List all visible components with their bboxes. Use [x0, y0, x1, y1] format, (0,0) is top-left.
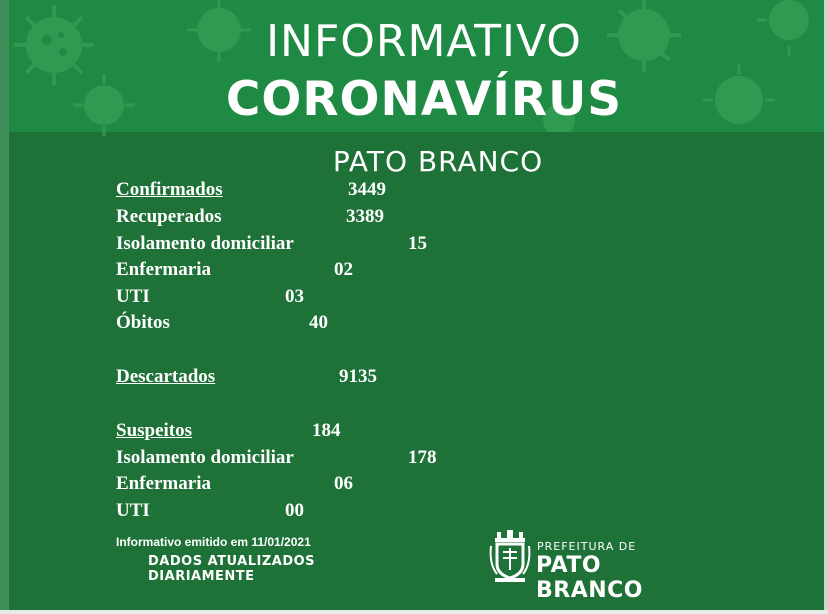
stat-value: 184	[312, 420, 341, 441]
infographic	[9, 0, 824, 610]
stat-value: 00	[285, 500, 304, 521]
stat-label: Enfermaria	[116, 259, 211, 280]
stat-value: 06	[334, 473, 353, 494]
stat-label: Recuperados	[116, 206, 222, 227]
prefeitura-logo	[489, 528, 709, 603]
updated-line-1: DADOS ATUALIZADOS	[148, 554, 316, 569]
updated-line-2: DIARIAMENTE	[148, 569, 255, 584]
stat-label: Óbitos	[116, 312, 170, 333]
left-edge-strip	[0, 0, 9, 614]
stat-label: Isolamento domiciliar	[116, 447, 294, 468]
coat-of-arms-icon	[489, 530, 531, 584]
stat-label: Isolamento domiciliar	[116, 233, 294, 254]
right-edge-strip	[824, 0, 828, 614]
stat-label: UTI	[116, 286, 150, 307]
stat-value: 9135	[339, 366, 377, 387]
stat-label: Enfermaria	[116, 473, 211, 494]
title-informativo: INFORMATIVO	[266, 16, 582, 67]
bottom-edge-strip	[0, 610, 828, 614]
logo-subtitle: PREFEITURA DE	[537, 540, 637, 553]
city-name: PATO BRANCO	[332, 145, 544, 178]
stat-label: Suspeitos	[116, 420, 193, 441]
issued-date: Informativo emitido em 11/01/2021	[116, 535, 311, 549]
logo-title: PATO BRANCO	[536, 553, 643, 603]
stat-label: UTI	[116, 500, 150, 521]
stat-label: Descartados	[116, 366, 216, 387]
stat-value: 15	[408, 233, 427, 254]
stat-value: 02	[334, 259, 353, 280]
stat-value: 03	[285, 286, 304, 307]
stat-value: 40	[309, 312, 328, 333]
stat-label: Confirmados	[116, 179, 223, 200]
updated-daily-note	[148, 554, 315, 584]
stat-value: 3449	[348, 179, 386, 200]
stat-value: 178	[408, 447, 437, 468]
stat-value: 3389	[346, 206, 384, 227]
title-coronavirus: CORONAVÍRUS	[225, 72, 623, 127]
